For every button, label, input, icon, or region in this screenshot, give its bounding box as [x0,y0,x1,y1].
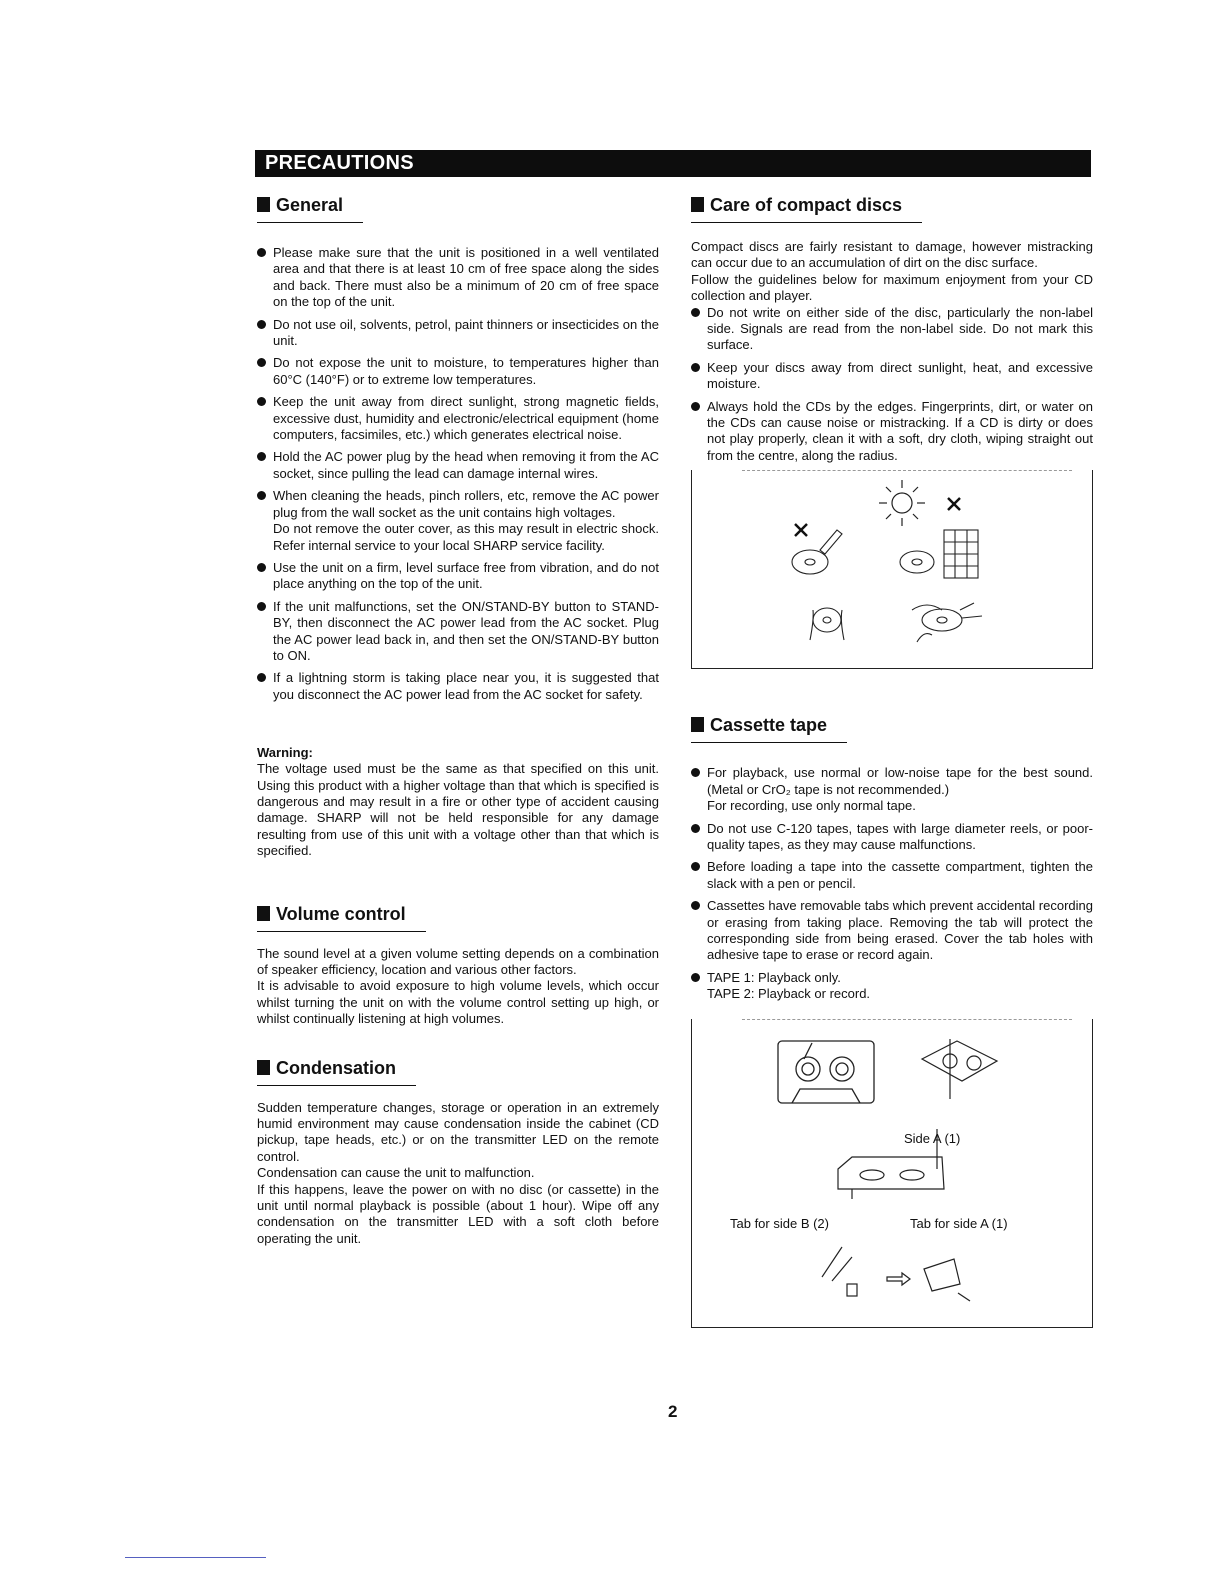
list-item: Do not use oil, solvents, petrol, paint thinners or insecticides on the unit. [257,317,659,350]
section-banner [255,150,1091,177]
remove-tab-icon [822,1247,857,1296]
list-item: Please make sure that the unit is positioned in a well ventilated area and that there is at least 10 cm of free space along the sides and back. There must also be a minimum of 20 cm of free space on the top of the unit. [257,245,659,311]
list-item: Before loading a tape into the cassette compartment, tighten the slack with a pen or pencil. [691,859,1093,892]
condensation-heading: Condensation [257,1058,416,1086]
bullet-icon [257,452,266,461]
disc-write-icon [792,530,842,574]
bullet-icon [257,248,266,257]
bullet-icon [691,824,700,833]
arrow-right-icon [887,1273,910,1285]
list-item: Always hold the CDs by the edges. Fingerprints, dirt, or water on the CDs can cause noise or mistracking. If a CD is dirty or does not play properly, clean it with a soft, dry cloth, wiping straight out from the centre, along the radius. [691,399,1093,465]
cassette-illustration [692,1019,1092,1327]
pencil-tighten-icon [922,1039,997,1099]
side-a-label: Side A (1) [904,1130,961,1146]
list-item: If a lightning storm is taking place near you, it is suggested that you disconnect the AC power lead from the AC socket for safety. [257,670,659,703]
wipe-disc-icon [912,603,982,642]
bullet-icon [691,402,700,411]
tab-side-b-label: Tab for side B (2) [730,1215,829,1231]
cd-care-body: Compact discs are fairly resistant to damage, however mistracking can occur due to an accumulation of dirt on the disc surface. Follow the guidelines below for maximum enjoyment from your CD collection and player. [691,239,1093,304]
cd-care-list [691,305,1093,465]
bullet-icon [257,673,266,682]
square-bullet-icon [257,906,270,921]
footer-link-line [125,1557,266,1558]
warning-label: Warning: [257,745,313,761]
volume-heading: Volume control [257,904,426,932]
list-item: For playback, use normal or low-noise tape for the best sound. (Metal or CrO₂ tape is not recommended.) For recording, use only normal tape. [691,765,1093,814]
list-item: Keep your discs away from direct sunlight, heat, and excessive moisture. [691,360,1093,393]
bullet-icon [691,308,700,317]
list-item: Cassettes have removable tabs which prevent accidental recording or erasing from taking place. Removing the tab will protect the corresponding side from being erased. Cover the tab holes with adhesive tape to erase or record again. [691,898,1093,964]
cd-care-heading: Care of compact discs [691,195,922,223]
bullet-icon [691,901,700,910]
list-item: Use the unit on a firm, level surface free from vibration, and do not place anything on the top of the unit. [257,560,659,593]
cassette-heading: Cassette tape [691,715,847,743]
warning-block [257,745,659,859]
cd-illustration [692,470,1092,668]
left-column [257,195,659,1247]
volume-body: The sound level at a given volume setting depends on a combination of speaker efficiency, location and various other factors. It is advisable to avoid exposure to high volume levels, which occur whilst turning the unit on with the volume control setting up high, or whilst continually listening at high volumes. [257,945,659,1027]
square-bullet-icon [691,197,704,212]
disc-sunlight-icon [900,530,978,578]
general-list [257,245,659,703]
cross-icon [795,498,960,536]
list-item: Do not use C-120 tapes, tapes with large diameter reels, or poor-quality tapes, as they may cause malfunctions. [691,821,1093,854]
bullet-icon [691,973,700,982]
bullet-icon [257,320,266,329]
bullet-icon [691,768,700,777]
bullet-icon [691,363,700,372]
sun-icon [879,480,925,526]
bullet-icon [691,862,700,871]
covered-tab-icon [924,1259,970,1301]
warning-text: The voltage used must be the same as that specified on this unit. Using this product with a higher voltage than that which is specified is dangerous and may result in a fire or other type of accident causing damage. SHARP will not be held responsible for any damage resulting from use of this unit with a voltage other than that which is specified. [257,761,659,859]
square-bullet-icon [257,1060,270,1075]
page-number: 2 [668,1402,678,1421]
cd-care-figure [691,470,1093,669]
bullet-icon [257,358,266,367]
list-item: TAPE 1: Playback only. TAPE 2: Playback or record. [691,970,1093,1003]
figure-top-rule [742,470,1072,471]
cassette-figure [691,1019,1093,1328]
bullet-icon [257,602,266,611]
tab-side-a-label: Tab for side A (1) [910,1215,1008,1231]
general-heading: General [257,195,363,223]
condensation-body: Sudden temperature changes, storage or operation in an extremely humid environment may cause condensation inside the cabinet (CD pickup, tape heads, etc.) or on the transmitter LED on the remote control. Condensation can cause the unit to malfunction. If this happens, leave the power on with no disc (or cassette) in the unit until normal playback is possible (about 1 hour). Wipe off any condensation on the transmitter LED with a soft cloth before operating the unit. [257,1099,659,1246]
list-item: Hold the AC power plug by the head when removing it from the AC socket, since pulling the lead can damage internal wires. [257,449,659,482]
hold-disc-icon [810,608,844,640]
list-item: If the unit malfunctions, set the ON/STAND-BY button to STAND-BY, then disconnect the AC power lead from the AC socket. Plug the AC power lead back in, and then set the ON/STAND-BY button to ON. [257,599,659,665]
cleaning-note: Do not remove the outer cover, as this may result in electric shock. Refer internal service to your local SHARP service facility. [273,521,659,553]
square-bullet-icon [257,197,270,212]
list-item: Do not expose the unit to moisture, to temperatures higher than 60°C (140°F) or to extreme low temperatures. [257,355,659,388]
cassette-list [691,765,1093,1002]
cassette-icon [778,1041,874,1103]
right-column [691,195,1093,1328]
list-item: Do not write on either side of the disc, particularly the non-label side. Signals are read from the non-label side. Do not mark this surface. [691,305,1093,354]
bullet-icon [257,397,266,406]
list-item: Keep the unit away from direct sunlight, strong magnetic fields, excessive dust, humidity and electronic/electrical equipment (home computers, facsimiles, etc.) which generates electrical noise. [257,394,659,443]
square-bullet-icon [691,717,704,732]
page-title: PRECAUTIONS [265,152,414,174]
list-item: When cleaning the heads, pinch rollers, etc, remove the AC power plug from the wall socket as the unit contains high voltages. Do not remove the outer cover, as this may result in electric shock. Refer internal service to your local SHARP service facility. [257,488,659,554]
bullet-icon [257,491,266,500]
bullet-icon [257,563,266,572]
